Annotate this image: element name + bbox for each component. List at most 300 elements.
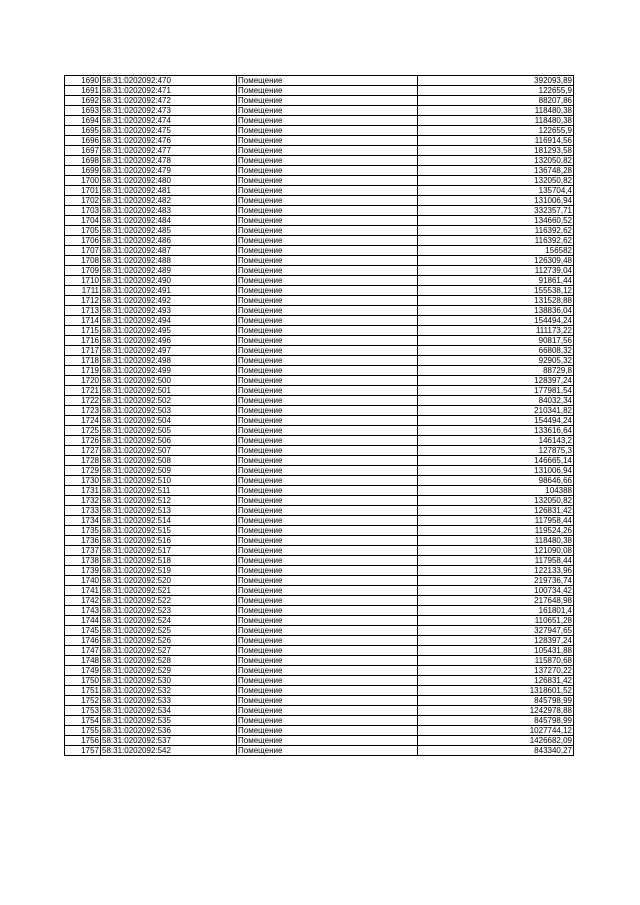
row-number-cell: 1754: [65, 716, 101, 726]
cadastral-number-cell: 58:31:0202092:489: [101, 266, 237, 276]
cadastral-number-cell: 58:31:0202092:501: [101, 386, 237, 396]
cadastral-number-cell: 58:31:0202092:524: [101, 616, 237, 626]
cadastral-value-cell: 219736,74: [418, 576, 574, 586]
table-row: [65, 186, 574, 196]
cadastral-value-cell: 137270,22: [418, 666, 574, 676]
row-number-cell: 1740: [65, 576, 101, 586]
cadastral-number-cell: 58:31:0202092:473: [101, 106, 237, 116]
cadastral-value-cell: 118480,38: [418, 116, 574, 126]
cadastral-value-cell: 126831,42: [418, 676, 574, 686]
cadastral-value-cell: 845798,99: [418, 716, 574, 726]
table-row: [65, 316, 574, 326]
row-number-cell: 1714: [65, 316, 101, 326]
cadastral-value-cell: 126831,42: [418, 506, 574, 516]
object-type-cell: Помещение: [237, 96, 418, 106]
table-row: [65, 586, 574, 596]
cadastral-number-cell: 58:31:0202092:481: [101, 186, 237, 196]
row-number-cell: 1723: [65, 406, 101, 416]
row-number-cell: 1724: [65, 416, 101, 426]
row-number-cell: 1701: [65, 186, 101, 196]
object-type-cell: Помещение: [237, 386, 418, 396]
row-number-cell: 1703: [65, 206, 101, 216]
row-number-cell: 1753: [65, 706, 101, 716]
object-type-cell: Помещение: [237, 176, 418, 186]
cadastral-number-cell: 58:31:0202092:502: [101, 396, 237, 406]
cadastral-number-cell: 58:31:0202092:522: [101, 596, 237, 606]
row-number-cell: 1713: [65, 306, 101, 316]
object-type-cell: Помещение: [237, 246, 418, 256]
table-row: [65, 486, 574, 496]
row-number-cell: 1733: [65, 506, 101, 516]
object-type-cell: Помещение: [237, 496, 418, 506]
cadastral-value-cell: 131528,88: [418, 296, 574, 306]
cadastral-number-cell: 58:31:0202092:534: [101, 706, 237, 716]
table-row: [65, 356, 574, 366]
object-type-cell: Помещение: [237, 186, 418, 196]
cadastral-number-cell: 58:31:0202092:499: [101, 366, 237, 376]
row-number-cell: 1710: [65, 276, 101, 286]
object-type-cell: Помещение: [237, 596, 418, 606]
object-type-cell: Помещение: [237, 466, 418, 476]
object-type-cell: Помещение: [237, 526, 418, 536]
cadastral-number-cell: 58:31:0202092:496: [101, 336, 237, 346]
cadastral-number-cell: 58:31:0202092:527: [101, 646, 237, 656]
cadastral-number-cell: 58:31:0202092:500: [101, 376, 237, 386]
table-row: [65, 456, 574, 466]
object-type-cell: Помещение: [237, 746, 418, 756]
cadastral-value-cell: 154494,24: [418, 416, 574, 426]
object-type-cell: Помещение: [237, 706, 418, 716]
table-row: [65, 716, 574, 726]
row-number-cell: 1748: [65, 656, 101, 666]
row-number-cell: 1738: [65, 556, 101, 566]
cadastral-number-cell: 58:31:0202092:498: [101, 356, 237, 366]
table-row: [65, 536, 574, 546]
cadastral-number-cell: 58:31:0202092:503: [101, 406, 237, 416]
table-row: [65, 76, 574, 86]
table-row: [65, 336, 574, 346]
cadastral-number-cell: 58:31:0202092:472: [101, 96, 237, 106]
object-type-cell: Помещение: [237, 436, 418, 446]
row-number-cell: 1697: [65, 146, 101, 156]
cadastral-number-cell: 58:31:0202092:491: [101, 286, 237, 296]
cadastral-number-cell: 58:31:0202092:530: [101, 676, 237, 686]
object-type-cell: Помещение: [237, 446, 418, 456]
cadastral-value-cell: 117958,44: [418, 556, 574, 566]
cadastral-number-cell: 58:31:0202092:480: [101, 176, 237, 186]
object-type-cell: Помещение: [237, 306, 418, 316]
table-row: [65, 386, 574, 396]
table-row: [65, 266, 574, 276]
cadastral-number-cell: 58:31:0202092:476: [101, 136, 237, 146]
cadastral-value-cell: 132050,82: [418, 156, 574, 166]
row-number-cell: 1735: [65, 526, 101, 536]
cadastral-value-cell: 1027744,12: [418, 726, 574, 736]
cadastral-number-cell: 58:31:0202092:482: [101, 196, 237, 206]
cadastral-number-cell: 58:31:0202092:535: [101, 716, 237, 726]
table-row: [65, 306, 574, 316]
table-row: [65, 246, 574, 256]
cadastral-number-cell: 58:31:0202092:504: [101, 416, 237, 426]
cadastral-number-cell: 58:31:0202092:470: [101, 76, 237, 86]
cadastral-value-cell: 90817,56: [418, 336, 574, 346]
row-number-cell: 1729: [65, 466, 101, 476]
row-number-cell: 1715: [65, 326, 101, 336]
row-number-cell: 1695: [65, 126, 101, 136]
table-row: [65, 106, 574, 116]
cadastral-number-cell: 58:31:0202092:474: [101, 116, 237, 126]
table-row: [65, 366, 574, 376]
cadastral-number-cell: 58:31:0202092:487: [101, 246, 237, 256]
table-row: [65, 166, 574, 176]
cadastral-number-cell: 58:31:0202092:488: [101, 256, 237, 266]
cadastral-number-cell: 58:31:0202092:477: [101, 146, 237, 156]
cadastral-value-cell: 121090,08: [418, 546, 574, 556]
table-row: [65, 406, 574, 416]
row-number-cell: 1709: [65, 266, 101, 276]
row-number-cell: 1717: [65, 346, 101, 356]
cadastral-value-cell: 117958,44: [418, 516, 574, 526]
table-row: [65, 96, 574, 106]
cadastral-value-cell: 122133,96: [418, 566, 574, 576]
cadastral-value-cell: 112739,04: [418, 266, 574, 276]
cadastral-value-cell: 843340,27: [418, 746, 574, 756]
table-row: [65, 226, 574, 236]
cadastral-number-cell: 58:31:0202092:517: [101, 546, 237, 556]
cadastral-value-cell: 127875,3: [418, 446, 574, 456]
object-type-cell: Помещение: [237, 536, 418, 546]
cadastral-value-cell: 116392,62: [418, 226, 574, 236]
object-type-cell: Помещение: [237, 206, 418, 216]
table-row: [65, 676, 574, 686]
row-number-cell: 1732: [65, 496, 101, 506]
row-number-cell: 1737: [65, 546, 101, 556]
cadastral-value-cell: 210341,82: [418, 406, 574, 416]
table-row: [65, 696, 574, 706]
cadastral-value-cell: 105431,88: [418, 646, 574, 656]
object-type-cell: Помещение: [237, 226, 418, 236]
cadastral-number-cell: 58:31:0202092:471: [101, 86, 237, 96]
row-number-cell: 1719: [65, 366, 101, 376]
cadastral-value-cell: 111173,22: [418, 326, 574, 336]
table-row: [65, 346, 574, 356]
object-type-cell: Помещение: [237, 136, 418, 146]
table-row: [65, 476, 574, 486]
row-number-cell: 1690: [65, 76, 101, 86]
table-row: [65, 566, 574, 576]
cadastral-value-cell: 122655,9: [418, 86, 574, 96]
table-row: [65, 746, 574, 756]
object-type-cell: Помещение: [237, 266, 418, 276]
cadastral-number-cell: 58:31:0202092:516: [101, 536, 237, 546]
table-row: [65, 636, 574, 646]
row-number-cell: 1736: [65, 536, 101, 546]
cadastral-number-cell: 58:31:0202092:509: [101, 466, 237, 476]
cadastral-value-cell: 155538,12: [418, 286, 574, 296]
table-body: [65, 76, 574, 756]
table-row: [65, 686, 574, 696]
cadastral-number-cell: 58:31:0202092:525: [101, 626, 237, 636]
cadastral-value-cell: 156582: [418, 246, 574, 256]
table-row: [65, 276, 574, 286]
cadastral-number-cell: 58:31:0202092:505: [101, 426, 237, 436]
object-type-cell: Помещение: [237, 146, 418, 156]
object-type-cell: Помещение: [237, 566, 418, 576]
object-type-cell: Помещение: [237, 546, 418, 556]
object-type-cell: Помещение: [237, 216, 418, 226]
cadastral-value-cell: 133616,64: [418, 426, 574, 436]
table-row: [65, 466, 574, 476]
cadastral-number-cell: 58:31:0202092:483: [101, 206, 237, 216]
object-type-cell: Помещение: [237, 426, 418, 436]
object-type-cell: Помещение: [237, 576, 418, 586]
table-row: [65, 376, 574, 386]
object-type-cell: Помещение: [237, 296, 418, 306]
cadastral-number-cell: 58:31:0202092:475: [101, 126, 237, 136]
row-number-cell: 1747: [65, 646, 101, 656]
cadastral-number-cell: 58:31:0202092:529: [101, 666, 237, 676]
object-type-cell: Помещение: [237, 356, 418, 366]
row-number-cell: 1708: [65, 256, 101, 266]
cadastral-value-cell: 154494,24: [418, 316, 574, 326]
cadastral-value-cell: 92905,32: [418, 356, 574, 366]
cadastral-value-cell: 98646,66: [418, 476, 574, 486]
cadastral-value-cell: 332357,71: [418, 206, 574, 216]
cadastral-number-cell: 58:31:0202092:493: [101, 306, 237, 316]
row-number-cell: 1749: [65, 666, 101, 676]
row-number-cell: 1721: [65, 386, 101, 396]
row-number-cell: 1739: [65, 566, 101, 576]
table-row: [65, 326, 574, 336]
cadastral-number-cell: 58:31:0202092:528: [101, 656, 237, 666]
row-number-cell: 1700: [65, 176, 101, 186]
cadastral-number-cell: 58:31:0202092:508: [101, 456, 237, 466]
row-number-cell: 1720: [65, 376, 101, 386]
cadastral-number-cell: 58:31:0202092:526: [101, 636, 237, 646]
object-type-cell: Помещение: [237, 476, 418, 486]
cadastral-number-cell: 58:31:0202092:511: [101, 486, 237, 496]
cadastral-value-cell: 88729,8: [418, 366, 574, 376]
table-row: [65, 546, 574, 556]
table-row: [65, 606, 574, 616]
table-row: [65, 396, 574, 406]
cadastral-number-cell: 58:31:0202092:495: [101, 326, 237, 336]
object-type-cell: Помещение: [237, 716, 418, 726]
table-row: [65, 726, 574, 736]
cadastral-number-cell: 58:31:0202092:490: [101, 276, 237, 286]
row-number-cell: 1706: [65, 236, 101, 246]
row-number-cell: 1722: [65, 396, 101, 406]
row-number-cell: 1756: [65, 736, 101, 746]
row-number-cell: 1702: [65, 196, 101, 206]
cadastral-value-cell: 115870,68: [418, 656, 574, 666]
object-type-cell: Помещение: [237, 316, 418, 326]
table-row: [65, 176, 574, 186]
object-type-cell: Помещение: [237, 416, 418, 426]
table-row: [65, 446, 574, 456]
object-type-cell: Помещение: [237, 626, 418, 636]
cadastral-number-cell: 58:31:0202092:519: [101, 566, 237, 576]
cadastral-value-cell: 1318601,52: [418, 686, 574, 696]
table-row: [65, 626, 574, 636]
object-type-cell: Помещение: [237, 166, 418, 176]
table-row: [65, 426, 574, 436]
cadastral-number-cell: 58:31:0202092:532: [101, 686, 237, 696]
cadastral-value-cell: 88207,86: [418, 96, 574, 106]
cadastral-value-cell: 126309,48: [418, 256, 574, 266]
table-row: [65, 136, 574, 146]
object-type-cell: Помещение: [237, 636, 418, 646]
cadastral-value-table: [64, 75, 574, 756]
cadastral-value-cell: 128397,24: [418, 636, 574, 646]
row-number-cell: 1734: [65, 516, 101, 526]
cadastral-value-cell: 116914,56: [418, 136, 574, 146]
row-number-cell: 1704: [65, 216, 101, 226]
object-type-cell: Помещение: [237, 686, 418, 696]
cadastral-number-cell: 58:31:0202092:479: [101, 166, 237, 176]
table-row: [65, 296, 574, 306]
cadastral-value-cell: 134660,52: [418, 216, 574, 226]
row-number-cell: 1707: [65, 246, 101, 256]
cadastral-value-cell: 116392,62: [418, 236, 574, 246]
object-type-cell: Помещение: [237, 606, 418, 616]
row-number-cell: 1691: [65, 86, 101, 96]
object-type-cell: Помещение: [237, 616, 418, 626]
object-type-cell: Помещение: [237, 486, 418, 496]
cadastral-value-cell: 327947,65: [418, 626, 574, 636]
object-type-cell: Помещение: [237, 736, 418, 746]
table-row: [65, 666, 574, 676]
cadastral-value-cell: 392093,89: [418, 76, 574, 86]
table-row: [65, 646, 574, 656]
row-number-cell: 1728: [65, 456, 101, 466]
row-number-cell: 1731: [65, 486, 101, 496]
cadastral-value-cell: 845798,99: [418, 696, 574, 706]
table-row: [65, 286, 574, 296]
object-type-cell: Помещение: [237, 516, 418, 526]
table-row: [65, 556, 574, 566]
row-number-cell: 1699: [65, 166, 101, 176]
table-row: [65, 146, 574, 156]
object-type-cell: Помещение: [237, 396, 418, 406]
table-row: [65, 496, 574, 506]
object-type-cell: Помещение: [237, 116, 418, 126]
cadastral-value-cell: 84032,34: [418, 396, 574, 406]
table-row: [65, 236, 574, 246]
table-row: [65, 526, 574, 536]
cadastral-value-cell: 181293,58: [418, 146, 574, 156]
cadastral-number-cell: 58:31:0202092:486: [101, 236, 237, 246]
cadastral-value-cell: 131006,94: [418, 196, 574, 206]
row-number-cell: 1746: [65, 636, 101, 646]
cadastral-number-cell: 58:31:0202092:513: [101, 506, 237, 516]
cadastral-value-cell: 104388: [418, 486, 574, 496]
cadastral-number-cell: 58:31:0202092:506: [101, 436, 237, 446]
row-number-cell: 1711: [65, 286, 101, 296]
object-type-cell: Помещение: [237, 666, 418, 676]
cadastral-number-cell: 58:31:0202092:536: [101, 726, 237, 736]
cadastral-number-cell: 58:31:0202092:520: [101, 576, 237, 586]
object-type-cell: Помещение: [237, 586, 418, 596]
object-type-cell: Помещение: [237, 196, 418, 206]
row-number-cell: 1705: [65, 226, 101, 236]
cadastral-number-cell: 58:31:0202092:533: [101, 696, 237, 706]
cadastral-value-cell: 128397,24: [418, 376, 574, 386]
cadastral-value-cell: 132050,82: [418, 176, 574, 186]
table-row: [65, 706, 574, 716]
object-type-cell: Помещение: [237, 76, 418, 86]
object-type-cell: Помещение: [237, 406, 418, 416]
object-type-cell: Помещение: [237, 366, 418, 376]
row-number-cell: 1718: [65, 356, 101, 366]
object-type-cell: Помещение: [237, 336, 418, 346]
cadastral-number-cell: 58:31:0202092:518: [101, 556, 237, 566]
cadastral-value-cell: 122655,9: [418, 126, 574, 136]
object-type-cell: Помещение: [237, 106, 418, 116]
cadastral-number-cell: 58:31:0202092:478: [101, 156, 237, 166]
object-type-cell: Помещение: [237, 646, 418, 656]
cadastral-number-cell: 58:31:0202092:521: [101, 586, 237, 596]
table-row: [65, 736, 574, 746]
cadastral-value-cell: 138836,04: [418, 306, 574, 316]
cadastral-number-cell: 58:31:0202092:537: [101, 736, 237, 746]
row-number-cell: 1757: [65, 746, 101, 756]
table-row: [65, 126, 574, 136]
cadastral-value-cell: 136748,28: [418, 166, 574, 176]
cadastral-number-cell: 58:31:0202092:484: [101, 216, 237, 226]
row-number-cell: 1694: [65, 116, 101, 126]
cadastral-value-cell: 146665,14: [418, 456, 574, 466]
cadastral-number-cell: 58:31:0202092:485: [101, 226, 237, 236]
row-number-cell: 1755: [65, 726, 101, 736]
cadastral-number-cell: 58:31:0202092:515: [101, 526, 237, 536]
cadastral-value-cell: 1426682,09: [418, 736, 574, 746]
cadastral-number-cell: 58:31:0202092:507: [101, 446, 237, 456]
cadastral-number-cell: 58:31:0202092:510: [101, 476, 237, 486]
row-number-cell: 1752: [65, 696, 101, 706]
row-number-cell: 1744: [65, 616, 101, 626]
object-type-cell: Помещение: [237, 556, 418, 566]
row-number-cell: 1698: [65, 156, 101, 166]
cadastral-value-cell: 131006,94: [418, 466, 574, 476]
row-number-cell: 1693: [65, 106, 101, 116]
object-type-cell: Помещение: [237, 326, 418, 336]
object-type-cell: Помещение: [237, 506, 418, 516]
cadastral-number-cell: 58:31:0202092:497: [101, 346, 237, 356]
object-type-cell: Помещение: [237, 726, 418, 736]
row-number-cell: 1725: [65, 426, 101, 436]
table-row: [65, 416, 574, 426]
cadastral-number-cell: 58:31:0202092:512: [101, 496, 237, 506]
table-row: [65, 196, 574, 206]
object-type-cell: Помещение: [237, 126, 418, 136]
object-type-cell: Помещение: [237, 376, 418, 386]
cadastral-value-cell: 135704,4: [418, 186, 574, 196]
object-type-cell: Помещение: [237, 656, 418, 666]
cadastral-number-cell: 58:31:0202092:492: [101, 296, 237, 306]
cadastral-value-cell: 161801,4: [418, 606, 574, 616]
row-number-cell: 1696: [65, 136, 101, 146]
row-number-cell: 1743: [65, 606, 101, 616]
table-row: [65, 616, 574, 626]
cadastral-value-cell: 100734,42: [418, 586, 574, 596]
row-number-cell: 1726: [65, 436, 101, 446]
cadastral-value-cell: 118480,38: [418, 536, 574, 546]
table-row: [65, 86, 574, 96]
row-number-cell: 1750: [65, 676, 101, 686]
object-type-cell: Помещение: [237, 346, 418, 356]
table-row: [65, 256, 574, 266]
